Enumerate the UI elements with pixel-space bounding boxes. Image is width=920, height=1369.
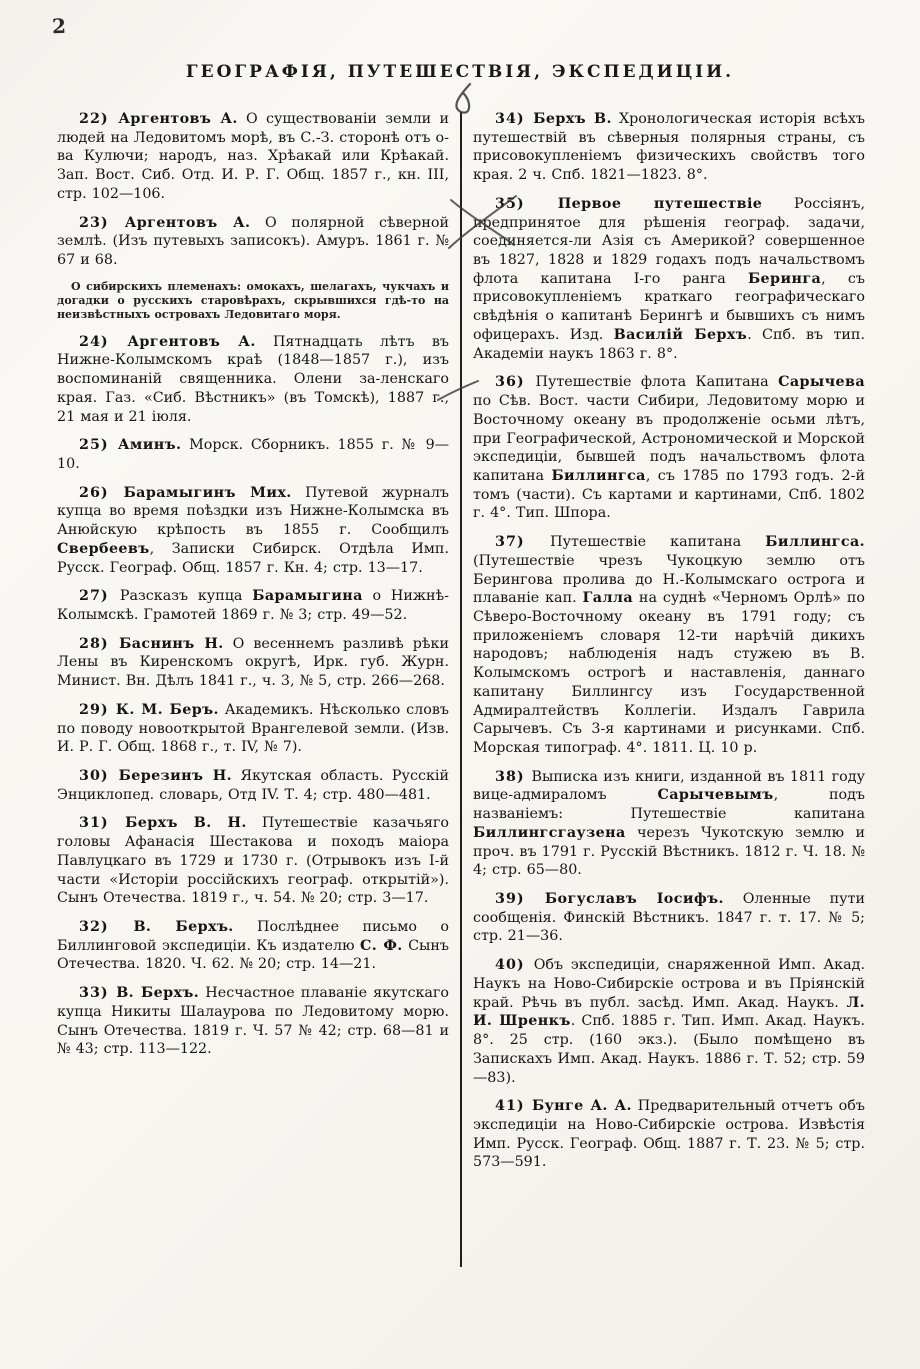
entry-number: 37) <box>495 534 551 551</box>
entry-text: Оленные пути сообщенія. Финскій Вѣстникъ. 1847 г. т. 17. № 5; стр. 21—36. <box>473 891 866 945</box>
entry-text: Сынъ Отечества. 1820. Ч. 62. № 20; стр. 14—21. <box>57 937 450 973</box>
entry-number: 36) <box>495 374 536 391</box>
entry-author-name: Сарычевымъ <box>657 787 774 804</box>
entry-author-name: Бунге А. А. <box>531 1098 632 1115</box>
entry-author-name: Аргентовъ А. <box>118 111 238 127</box>
bibliography-entry <box>473 1097 865 1172</box>
bibliography-entry <box>473 373 865 523</box>
entry-author-name: Галла <box>582 590 634 607</box>
bibliography-entry <box>57 984 449 1059</box>
entry-text: , Записки Сибирск. Отдѣла Имп. Русск. Географ. Общ. 1857 г. Кн. 4; стр. 13—17. <box>57 540 449 576</box>
entry-text: на суднѣ «Черномъ Орлѣ» по Сѣверо-Восточному океану въ 1791 году; съ приложеніемъ словаря 12-ти нарѣчій дикихъ народовъ; наблюденія надъ стужею въ В. Колымскомъ острогѣ и наставленія, даннаго капитану Биллингсу изъ Государственной Адмиралтействъ Коллегіи. Издалъ Гаврила Сарычевъ. Съ 3-я картинами и рисунками. Спб. Морская типограф. 4°. 1811. Ц. 10 р. <box>473 590 865 756</box>
entry-number: 35) <box>495 195 558 212</box>
entry-number: 41) <box>495 1098 532 1115</box>
bibliography-entry <box>57 701 449 757</box>
entry-text: Предварительный отчетъ объ экспедиціи на Ново-Сибирскіе острова. Извѣстія Имп. Русск. Географ. Общ. 1887 г. Т. 23. № 5; стр. 573—591. <box>473 1098 865 1171</box>
entry-number: 40) <box>495 957 534 974</box>
entry-text: Объ экспедиціи, снаряженной Имп. Акад. Наукъ на Ново-Сибирскіе острова и въ Пріянскій край. Рѣчь въ публ. засѣд. Имп. Акад. Наукъ. <box>473 957 865 1011</box>
entry-text: черезъ Чукотскую землю и проч. въ 1791 г. Русскій Вѣстникъ. 1812 г. Ч. 18. № 4; стр. 65—80. <box>473 824 865 879</box>
entry-text: Путешествіе капитана <box>550 534 766 551</box>
entry-number: 34) <box>495 111 534 127</box>
bibliography-entry <box>473 195 865 363</box>
entry-text: , съ присовокупленіемъ краткаго географическаго свѣдѣнія о капитанѣ Берингѣ и бывшихъ съ нимъ офицерахъ. Изд. <box>473 270 865 343</box>
bibliography-entry <box>57 587 449 624</box>
entry-author-name: С. Ф. <box>359 937 403 954</box>
entry-text: Хронологическая исторія всѣхъ путешествій въ сѣверныя полярныя страны, съ присовокупленіемъ физическихъ свойствъ того края. 2 ч. Спб. 1821—1823. 8°. <box>473 111 866 184</box>
entry-number: 31) <box>79 815 126 832</box>
entry-text: Морск. Сборникъ. 1855 г. № 9—10. <box>57 437 450 472</box>
entry-author-name: Аргентовъ А. <box>124 214 251 231</box>
entry-text: . Спб. 1885 г. Тип. Имп. Акад. Наукъ. 8°. 25 стр. (160 экз.). (Было помѣщено въ Запискахъ Имп. Акад. Наукъ. 1886 г. Т. 52; стр. 59—83). <box>473 1013 865 1086</box>
bibliography-column-right <box>473 110 865 1182</box>
pen-squiggle-under-header <box>456 84 470 113</box>
entry-text: о Нижнѣ-Колымскѣ. Грамотей 1869 г. № 3; стр. 49—52. <box>57 588 450 623</box>
entry-text: Россіянъ, предпринятое для рѣшенія географ. задачи, соединяется-ли Азія съ Америкой? совершенное въ 1827, 1828 и 1829 годахъ подъ начальствомъ флота капитана I-го ранга <box>473 195 865 287</box>
entry-text: О существованіи земли и людей на Ледовитомъ морѣ, въ С.-З. сторонѣ отъ о-ва Кулючи; народъ, наз. Хрѣакай или Крѣакай. Зап. Вост. Сиб. Отд. И. Р. Г. Общ. 1857 г., кн. III, стр. 102—106. <box>57 111 449 202</box>
entry-author-name: К. М. Беръ. <box>115 701 219 718</box>
entry-number: 23) <box>79 214 125 231</box>
bibliography-entry <box>57 635 449 691</box>
bibliography-entry <box>57 484 449 578</box>
entry-number: 38) <box>495 768 532 785</box>
entry-number: 26) <box>79 484 124 501</box>
entry-number: 39) <box>495 891 545 908</box>
entry-text: Пятнадцать лѣтъ въ Нижне-Колымскомъ краѣ (1848—1857 г.), изъ воспоминаній священника. Олени за-ленскаго края. Газ. «Сиб. Вѣстникъ» (въ Томскѣ), 1887 г., 21 мая и 21 іюля. <box>57 333 449 425</box>
entry-text: О сибирскихъ племенахъ: омокахъ, шелагахъ, чукчахъ и догадки о русскихъ старовѣрахъ, скрывшихся гдѣ-то на неизвѣстныхъ островахъ Ледовитаго моря. <box>57 279 449 322</box>
entry-number: 28) <box>79 635 120 652</box>
entry-author-name: Сарычева <box>778 374 865 391</box>
entry-text: (Путешествіе чрезъ Чукоцкую землю отъ Берингова пролива до Н.-Колымскаго острога и плаваніе кап. <box>473 552 865 607</box>
entry-author-name: Биллингса. <box>765 534 865 551</box>
bibliography-entry <box>57 214 449 270</box>
entry-author-name: Барамыгина <box>252 588 363 605</box>
entry-author-name: Березинъ Н. <box>118 768 233 785</box>
entry-author-name: Биллингса <box>551 467 646 484</box>
entry-text: Якутская область. Русскій Энциклопед. словарь, Отд IV. Т. 4; стр. 480—481. <box>57 768 449 803</box>
entry-text: Послѣднее письмо о Биллинговой экспедиціи. Къ издателю <box>57 919 449 954</box>
entry-note <box>57 280 449 323</box>
entry-author-name: Берхъ В. <box>533 111 612 127</box>
entry-author-name: Василій Берхъ <box>613 326 748 343</box>
entry-text: О весеннемъ разливѣ рѣки Лены въ Киренскомъ округѣ, Ирк. губ. Журн. Минист. Вн. Дѣлъ 1841 г., ч. 3, № 5, стр. 266—268. <box>57 635 450 690</box>
bibliography-entry <box>57 767 449 804</box>
entry-author-name: Аргентовъ А. <box>127 333 256 350</box>
entry-author-name: Свербеевъ <box>57 540 150 557</box>
entry-number: 32) <box>79 919 134 936</box>
entry-text: Несчастное плаваніе якутскаго купца Никиты Шалаурова по Ледовитому морю. Сынъ Отечества. 1819 г. Ч. 57 № 42; стр. 68—81 и № 43; стр. 113—122. <box>57 985 450 1058</box>
entry-author-name: Берхъ В. Н. <box>125 815 247 832</box>
entry-author-name: Богуславъ Іосифъ. <box>544 891 724 908</box>
bibliography-entry <box>57 918 449 974</box>
entry-author-name: Барамыгинъ Мих. <box>123 484 292 501</box>
bibliography-entry <box>57 110 449 204</box>
page-title: ГЕОГРАФІЯ, ПУТЕШЕСТВІЯ, ЭКСПЕДИЦІИ. <box>185 62 735 82</box>
bibliography-entry <box>473 533 865 758</box>
bibliography-entry <box>473 110 865 185</box>
entry-number: 22) <box>79 111 119 127</box>
entry-text: . Спб. въ тип. Академіи наукъ 1863 г. 8°. <box>473 326 865 362</box>
entry-number: 29) <box>79 701 116 718</box>
entry-text: О полярной сѣверной землѣ. (Изъ путевыхъ записокъ). Амуръ. 1861 г. № 67 и 68. <box>57 214 449 269</box>
entry-author-name: Беринга <box>747 270 822 287</box>
bibliography-entry <box>57 333 449 427</box>
entry-text: Разсказъ купца <box>119 588 253 605</box>
column-divider-rule <box>460 112 462 1267</box>
bibliography-entry <box>473 890 865 946</box>
bibliography-entry <box>57 436 449 473</box>
entry-number: 27) <box>79 588 120 605</box>
bibliography-entry <box>57 814 449 908</box>
entry-number: 30) <box>79 768 119 785</box>
entry-author-name: Л. И. Шренкъ <box>473 994 865 1030</box>
entry-author-name: Аминъ. <box>117 437 182 454</box>
entry-text: , подъ названіемъ: Путешествіе капитана <box>473 787 866 823</box>
entry-text: Путевой журналъ купца во время поѣздки изъ Нижне-Колымска въ Анюйскую крѣпость въ 1855 г. Сообщилъ <box>57 484 449 539</box>
page-number: 2 <box>51 13 67 39</box>
bibliography-column-left <box>57 110 449 1069</box>
entry-text: Путешествіе флота Капитана <box>535 374 779 391</box>
entry-number: 24) <box>79 333 128 350</box>
entry-text: Академикъ. Нѣсколько словъ по поводу новооткрытой Врангелевой земли. (Изв. И. Р. Г. Общ. 1868 г., т. IV, № 7). <box>57 701 449 756</box>
entry-author-name: Биллингсгаузена <box>473 824 626 841</box>
entry-number: 25) <box>79 437 118 454</box>
entry-text: , съ 1785 по 1793 годъ. 2-й томъ (части). Съ картами и картинами, Спб. 1802 г. 4°. Тип. Шпора. <box>473 467 865 522</box>
entry-text: Путешествіе казачьяго головы Афанасія Шестакова и походъ маіора Павлуцкаго въ 1729 и 1730 г. (Отрывокъ изъ I-й части «Исторіи россійскихъ географ. открытій»). Сынъ Отечества. 1819 г., ч. 54. № 20; стр. 3—17. <box>57 815 449 907</box>
bibliography-entry <box>473 956 865 1087</box>
entry-text: Выписка изъ книги, изданной въ 1811 году вице-адмираломъ <box>473 768 865 804</box>
entry-author-name: Первое путешествіе <box>557 195 763 212</box>
bibliography-entry <box>473 768 865 880</box>
entry-author-name: В. Берхъ. <box>133 919 234 936</box>
entry-author-name: В. Берхъ. <box>116 985 200 1002</box>
entry-text: по Сѣв. Вост. части Сибири, Ледовитому морю и Восточному океану въ продолженіе осьми лѣтъ, при Географической, Астрономической и Морской экспедиціи, бывшей подъ начальствомъ флота капитана <box>473 393 865 484</box>
entry-number: 33) <box>79 985 117 1002</box>
entry-author-name: Баснинъ Н. <box>119 635 224 652</box>
